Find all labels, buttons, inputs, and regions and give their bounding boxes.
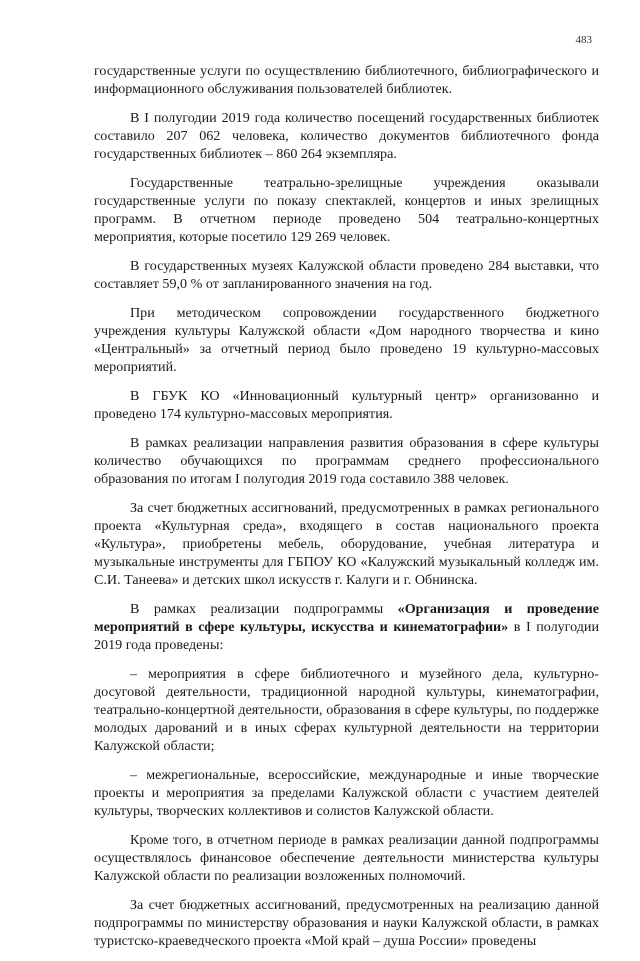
- document-body: [94, 62, 599, 961]
- paragraph-education-students: В рамках реализации направления развития образования в сфере культуры количество обучающихся по программам среднего профессионального образования по итогам I полугодия 2019 года составило 388 человек.: [94, 435, 599, 487]
- list-item-interregional-projects: – межрегиональные, всероссийские, международные и иные творческие проекты и мероприятия за пределами Калужской области с участием деятелей культуры, творческих коллективов и солистов Калужской области.: [94, 767, 599, 819]
- subprogram-intro-after: в I полугодии 2019 года проведены:: [94, 619, 599, 653]
- paragraph-theatre-events: Государственные театрально-зрелищные учреждения оказывали государственные услуги по показу спектаклей, концертов и иных зрелищных программ. В отчетном периоде проведено 504 театрально-концертных мероприятия, которые посетило 129 269 человек.: [94, 175, 599, 245]
- page-number: 483: [575, 34, 592, 46]
- subprogram-title: «Организация и проведение мероприятий в сфере культуры, искусства и кинематографии»: [94, 601, 599, 635]
- paragraph-tourism-project: За счет бюджетных ассигнований, предусмотренных на реализацию данной подпрограммы по министерству образования и науки Калужской области, в рамках туристско-краеведческого проекта «Мой край – душа России» проведены: [94, 897, 599, 949]
- paragraph-subprogram-intro: [94, 600, 599, 654]
- paragraph-museum-exhibitions: В государственных музеях Калужской области проведено 284 выставки, что составляет 59,0 % от запланированного значения на год.: [94, 258, 599, 292]
- paragraph-library-services: государственные услуги по осуществлению библиотечного, библиографического и информационного обслуживания пользователей библиотек.: [94, 63, 599, 97]
- subprogram-intro-before: В рамках реализации подпрограммы: [130, 601, 398, 617]
- paragraph-innovation-center: В ГБУК КО «Инновационный культурный центр» организованно и проведено 174 культурно-массовых мероприятия.: [94, 388, 599, 422]
- paragraph-library-visits: В I полугодии 2019 года количество посещений государственных библиотек составило 207 062 человека, количество документов библиотечного фонда государственных библиотек – 860 264 экземпляра.: [94, 110, 599, 162]
- paragraph-ministry-funding: Кроме того, в отчетном периоде в рамках реализации данной подпрограммы осуществлялось финансовое обеспечение деятельности министерства культуры Калужской области по реализации возложенных полномочий.: [94, 832, 599, 884]
- paragraph-cultural-environment-project: За счет бюджетных ассигнований, предусмотренных в рамках регионального проекта «Культурная среда», входящего в состав национального проекта «Культура», приобретены мебель, оборудование, учебная литература и музыкальные инструменты для ГБПОУ КО «Калужский музыкальный колледж им. С.И. Танеева» и детских школ искусств г. Калуги и г. Обнинска.: [94, 500, 599, 588]
- paragraph-folk-art-house: При методическом сопровождении государственного бюджетного учреждения культуры Калужской области «Дом народного творчества и кино «Центральный» за отчетный период было проведено 19 культурно-массовых мероприятий.: [94, 305, 599, 375]
- list-item-regional-events: – мероприятия в сфере библиотечного и музейного дела, культурно-досуговой деятельности, традиционной народной культуры, кинематографии, театрально-концертной деятельности, образования в сфере культуры, по поддержке молодых дарований и в иных сферах культурной деятельности на территории Калужской области;: [94, 666, 599, 754]
